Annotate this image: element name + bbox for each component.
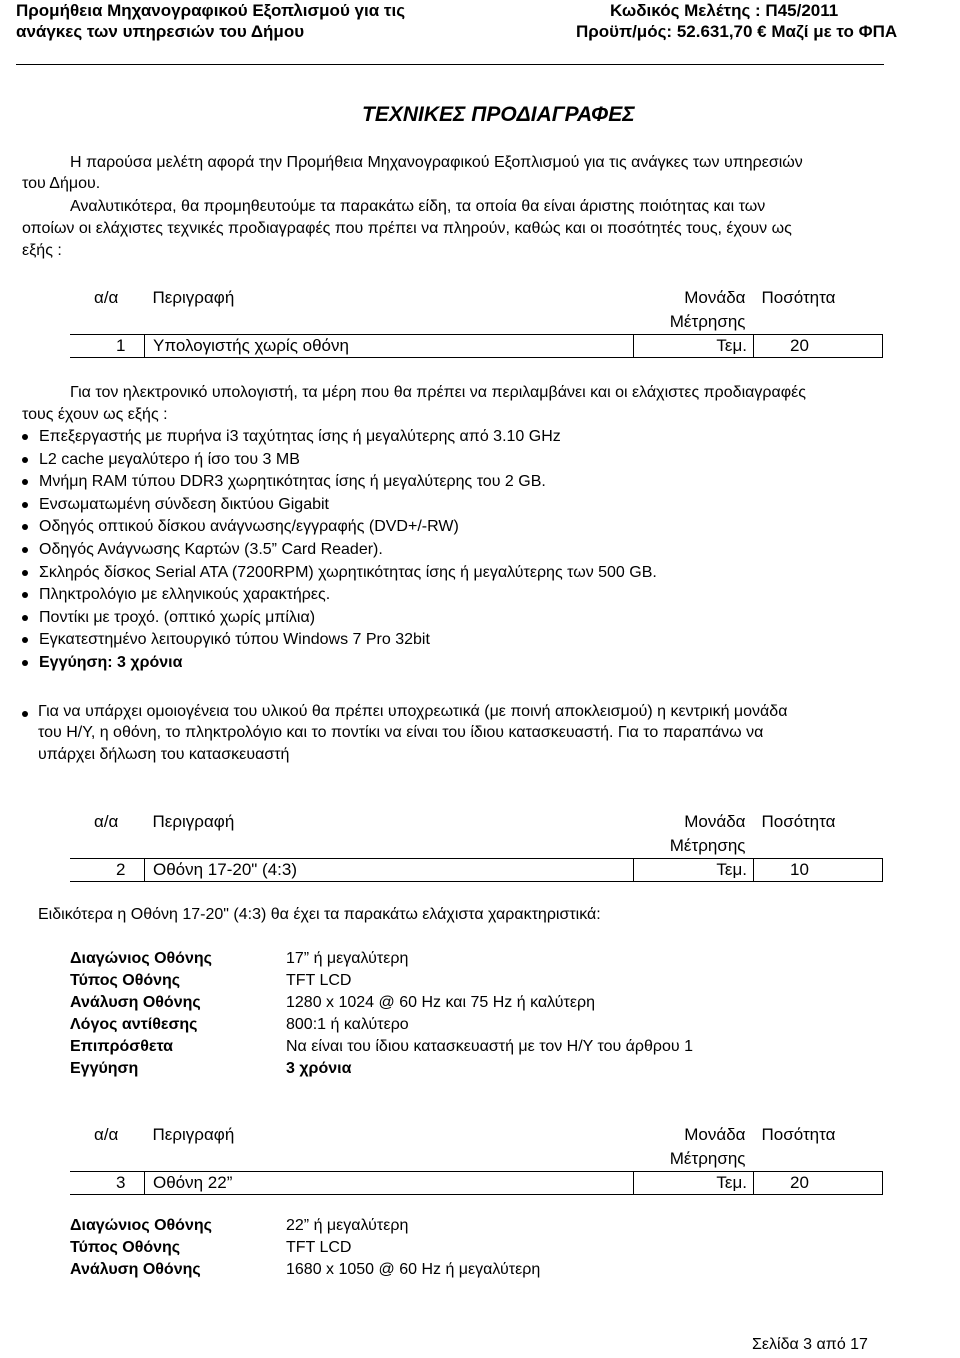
bullet-icon — [22, 592, 28, 598]
intro-line-4: οποίων οι ελάχιστες τεχνικές προδιαγραφές που πρέπει να πληρούν, καθώς και οι ποσότητές τους, έχουν ως — [22, 220, 792, 237]
spec-key: Ανάλυση Οθόνης — [70, 1261, 201, 1278]
table-row — [70, 335, 883, 358]
spec-row — [70, 948, 870, 970]
list-item-text: Ποντίκι με τροχό. (οπτικό χωρίς μπίλια) — [39, 608, 316, 626]
table-row — [70, 859, 883, 882]
homogeneity-line-2: του Η/Υ, η οθόνη, το πληκτρολόγιο και το ποντίκι να είναι του ίδιου κατασκευαστή. Για το παραπάνω να — [38, 724, 764, 741]
bullet-icon — [22, 502, 28, 508]
bullet-icon — [22, 547, 28, 553]
spec-row — [70, 1259, 870, 1281]
spec-row — [70, 992, 870, 1014]
bullet-icon — [22, 570, 28, 576]
header-budget: Προϋπ/μός: 52.631,70 € Μαζί με το ΦΠΑ — [576, 22, 898, 41]
spec-value: 3 χρόνια — [286, 1060, 352, 1077]
spec-value: TFT LCD — [286, 1239, 352, 1256]
spec-key: Διαγώνιος Οθόνης — [70, 950, 212, 967]
list-item — [22, 494, 657, 517]
spec-key: Επιπρόσθετα — [70, 1038, 174, 1055]
col-header-aa: α/α — [94, 812, 119, 831]
cell-unit: Τεμ. — [634, 335, 754, 358]
intro-line-2: του Δήμου. — [22, 175, 101, 192]
spec-key: Ανάλυση Οθόνης — [70, 994, 201, 1011]
cell-quantity: 20 — [754, 1172, 883, 1195]
list-item — [22, 539, 657, 562]
spec-row — [70, 1014, 870, 1036]
list-item-text: Οδηγός Ανάγνωσης Καρτών (3.5” Card Reader). — [39, 540, 383, 558]
header-project-title-line2: ανάγκες των υπηρεσιών του Δήμου — [16, 22, 305, 41]
list-item-text: Ενσωματωμένη σύνδεση δικτύου Gigabit — [39, 495, 329, 513]
list-item-text: Σκληρός δίσκος Serial ATA (7200RPM) χωρητικότητας ίσης ή μεγαλύτερης των 500 GB. — [39, 563, 657, 581]
spec-key: Διαγώνιος Οθόνης — [70, 1217, 212, 1234]
cell-aa: 3 — [70, 1172, 145, 1195]
col-header-description: Περιγραφή — [152, 812, 235, 831]
monitor17-spec-list — [70, 948, 870, 1088]
monitor22-spec-list — [70, 1215, 870, 1285]
pc-intro-line-2: τους έχουν ως εξής : — [22, 406, 168, 423]
spec-value: 17” ή μεγαλύτερη — [286, 950, 409, 967]
list-item-text: L2 cache μεγαλύτερο ή ίσο του 3 MB — [39, 450, 300, 468]
col-header-description: Περιγραφή — [152, 1125, 235, 1144]
list-item-text: Επεξεργαστής με πυρήνα i3 ταχύτητας ίσης ή μεγαλύτερης από 3.10 GHz — [39, 428, 561, 445]
list-item — [22, 629, 657, 652]
col-header-unit — [634, 286, 754, 335]
list-item — [22, 652, 657, 675]
col-header-unit-line2: Μέτρησης — [669, 1149, 746, 1168]
intro-line-1: Η παρούσα μελέτη αφορά την Προμήθεια Μηχανογραφικού Εξοπλισμού για τις ανάγκες των υπηρεσιών — [70, 154, 803, 171]
intro-line-5: εξής : — [22, 242, 62, 259]
items-table-3 — [70, 1123, 883, 1195]
spec-key: Εγγύηση — [70, 1060, 139, 1077]
spec-row — [70, 970, 870, 992]
col-header-quantity: Ποσότητα — [761, 288, 836, 307]
col-header-unit — [634, 810, 754, 859]
spec-row — [70, 1058, 870, 1080]
col-header-unit-line1: Μονάδα — [684, 812, 746, 831]
list-item — [22, 471, 657, 494]
cell-quantity: 20 — [754, 335, 883, 358]
cell-quantity: 10 — [754, 859, 883, 882]
spec-value: 22” ή μεγαλύτερη — [286, 1217, 409, 1234]
col-header-unit-line1: Μονάδα — [684, 1125, 746, 1144]
table-header-row — [70, 1123, 883, 1172]
spec-row — [70, 1215, 870, 1237]
list-item-text: Εγγύηση: 3 χρόνια — [39, 653, 183, 671]
bullet-icon — [22, 711, 28, 717]
table-row — [70, 1172, 883, 1195]
list-item — [22, 607, 657, 630]
list-item — [22, 516, 657, 539]
items-table-1 — [70, 286, 883, 358]
list-item — [22, 562, 657, 585]
col-header-quantity: Ποσότητα — [761, 1125, 836, 1144]
spec-value: Να είναι του ίδιου κατασκευαστή με τον Η/Υ του άρθρου 1 — [286, 1038, 694, 1055]
list-item-text: Πληκτρολόγιο με ελληνικούς χαρακτήρες. — [39, 586, 331, 604]
spec-key: Τύπος Οθόνης — [70, 972, 181, 989]
spec-key: Τύπος Οθόνης — [70, 1239, 181, 1256]
cell-description: Οθόνη 22” — [145, 1172, 634, 1195]
cell-aa: 1 — [70, 335, 145, 358]
page-title: ΤΕΧΝΙΚΕΣ ΠΡΟΔΙΑΓΡΑΦΕΣ — [362, 103, 635, 126]
cell-aa: 2 — [70, 859, 145, 882]
table-header-row — [70, 810, 883, 859]
spec-key: Λόγος αντίθεσης — [70, 1016, 198, 1033]
col-header-description: Περιγραφή — [152, 288, 235, 307]
col-header-aa: α/α — [94, 1125, 119, 1144]
list-item — [22, 449, 657, 472]
spec-value: 1280 x 1024 @ 60 Hz και 75 Hz ή καλύτερη — [286, 994, 595, 1011]
header-project-title-line1: Προμήθεια Μηχανογραφικού Εξοπλισμού για τις — [16, 1, 406, 20]
list-item-text: Εγκατεστημένο λειτουργικό τύπου Windows 7 Pro 32bit — [39, 631, 430, 649]
bullet-icon — [22, 457, 28, 463]
col-header-unit-line2: Μέτρησης — [669, 836, 746, 855]
col-header-unit-line2: Μέτρησης — [669, 312, 746, 331]
list-item-text: Οδηγός οπτικού δίσκου ανάγνωσης/εγγραφής (DVD+/-RW) — [39, 518, 459, 536]
cell-unit: Τεμ. — [634, 1172, 754, 1195]
spec-row — [70, 1036, 870, 1058]
page-number: Σελίδα 3 από 17 — [752, 1336, 868, 1353]
pc-intro-line-1: Για τον ηλεκτρονικό υπολογιστή, τα μέρη που θα πρέπει να περιλαμβάνει και οι ελάχιστες προδιαγραφές — [70, 384, 806, 401]
homogeneity-line-3: υπάρχει δήλωση του κατασκευαστή — [38, 746, 290, 763]
list-item-text: Μνήμη RAM τύπου DDR3 χωρητικότητας ίσης ή μεγαλύτερης του 2 GB. — [39, 473, 546, 491]
bullet-icon — [22, 434, 28, 440]
header-divider — [16, 64, 884, 65]
col-header-quantity: Ποσότητα — [761, 812, 836, 831]
table-header-row — [70, 286, 883, 335]
list-item — [22, 426, 657, 449]
spec-row — [70, 1237, 870, 1259]
list-item — [22, 584, 657, 607]
bullet-icon — [22, 615, 28, 621]
spec-value: TFT LCD — [286, 972, 352, 989]
cell-description: Οθόνη 17-20" (4:3) — [145, 859, 634, 882]
bullet-icon — [22, 660, 28, 666]
col-header-unit-line1: Μονάδα — [684, 288, 746, 307]
homogeneity-line-1: Για να υπάρχει ομοιογένεια του υλικού θα πρέπει υποχρεωτικά (με ποινή αποκλεισμού) η κεντρική μονάδα — [38, 703, 788, 720]
col-header-aa: α/α — [94, 288, 119, 307]
monitor17-intro: Ειδικότερα η Οθόνη 17-20" (4:3) θα έχει τα παρακάτω ελάχιστα χαρακτηριστικά: — [38, 906, 601, 923]
pc-spec-list — [22, 426, 657, 675]
cell-description: Υπολογιστής χωρίς οθόνη — [145, 335, 634, 358]
spec-value: 800:1 ή καλύτερο — [286, 1016, 409, 1033]
items-table-2 — [70, 810, 883, 882]
intro-line-3: Αναλυτικότερα, θα προμηθευτούμε τα παρακάτω είδη, τα οποία θα είναι άριστης ποιότητας και των — [70, 198, 766, 215]
header-study-code: Κωδικός Μελέτης : Π45/2011 — [610, 1, 839, 20]
bullet-icon — [22, 637, 28, 643]
cell-unit: Τεμ. — [634, 859, 754, 882]
bullet-icon — [22, 524, 28, 530]
bullet-icon — [22, 479, 28, 485]
col-header-unit — [634, 1123, 754, 1172]
spec-value: 1680 x 1050 @ 60 Hz ή μεγαλύτερη — [286, 1261, 541, 1278]
